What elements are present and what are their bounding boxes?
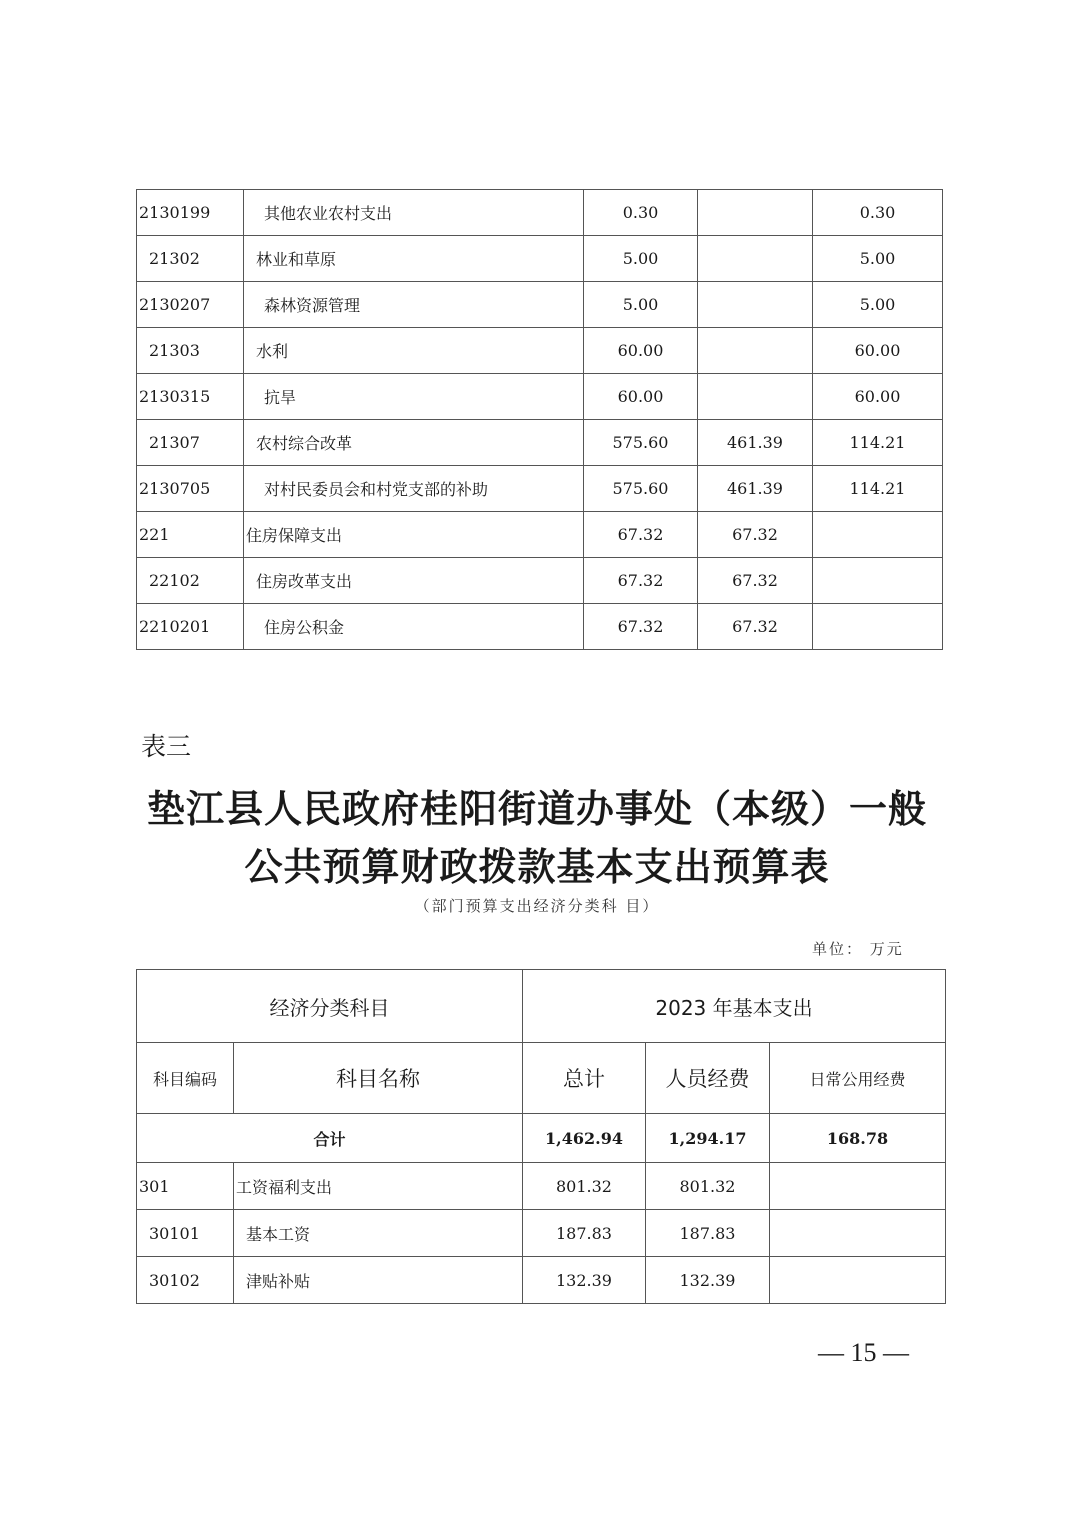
subject-code: 221 [137, 512, 244, 558]
subject-code: 30102 [137, 1257, 234, 1304]
total-value: 132.39 [523, 1257, 646, 1304]
subject-code: 301 [137, 1163, 234, 1210]
expenditure-table-continued [136, 189, 943, 650]
subject-code: 2130199 [137, 190, 244, 236]
subject-name: 住房改革支出 [244, 558, 584, 604]
total-value: 1,462.94 [523, 1114, 646, 1163]
project-value: 0.30 [813, 190, 943, 236]
personnel-value: 801.32 [646, 1163, 770, 1210]
table-row [137, 1210, 946, 1257]
total-value: 67.32 [584, 558, 698, 604]
basic-value [698, 190, 813, 236]
project-value [813, 558, 943, 604]
subject-name: 住房保障支出 [244, 512, 584, 558]
project-value: 60.00 [813, 374, 943, 420]
total-value: 60.00 [584, 374, 698, 420]
header-public-expenses: 日常公用经费 [770, 1043, 946, 1114]
subject-name: 水利 [244, 328, 584, 374]
personnel-value: 187.83 [646, 1210, 770, 1257]
subject-name: 对村民委员会和村党支部的补助 [244, 466, 584, 512]
subject-name: 森林资源管理 [244, 282, 584, 328]
total-value: 575.60 [584, 420, 698, 466]
total-value: 575.60 [584, 466, 698, 512]
basic-value [698, 328, 813, 374]
table-row [137, 604, 943, 650]
table-row [137, 374, 943, 420]
unit-note: 单位： 万元 [812, 940, 904, 958]
project-value: 60.00 [813, 328, 943, 374]
total-personnel-value: 1,294.17 [646, 1114, 770, 1163]
header-row-group [137, 970, 946, 1043]
header-subject-name: 科目名称 [234, 1043, 523, 1114]
total-value: 5.00 [584, 236, 698, 282]
basic-value: 67.32 [698, 604, 813, 650]
table-row [137, 1163, 946, 1210]
table-row [137, 466, 943, 512]
header-personnel-expenses: 人员经费 [646, 1043, 770, 1114]
basic-value: 67.32 [698, 512, 813, 558]
header-total: 总计 [523, 1043, 646, 1114]
subject-code: 30101 [137, 1210, 234, 1257]
project-value: 5.00 [813, 282, 943, 328]
table-row [137, 420, 943, 466]
subject-name: 农村综合改革 [244, 420, 584, 466]
project-value: 5.00 [813, 236, 943, 282]
table-row [137, 282, 943, 328]
table-row [137, 236, 943, 282]
project-value: 114.21 [813, 466, 943, 512]
public-value [770, 1257, 946, 1304]
total-value: 801.32 [523, 1163, 646, 1210]
subject-code: 21303 [137, 328, 244, 374]
header-economic-classification: 经济分类科目 [137, 970, 523, 1043]
document-subtitle: （部门预算支出经济分类科 目） [414, 897, 660, 915]
subject-name: 津贴补贴 [234, 1257, 523, 1304]
total-value: 60.00 [584, 328, 698, 374]
subject-name: 工资福利支出 [234, 1163, 523, 1210]
table-row [137, 558, 943, 604]
subject-code: 22102 [137, 558, 244, 604]
total-value: 0.30 [584, 190, 698, 236]
personnel-value: 132.39 [646, 1257, 770, 1304]
total-value: 67.32 [584, 604, 698, 650]
basic-value: 461.39 [698, 466, 813, 512]
subject-code: 21307 [137, 420, 244, 466]
total-value: 67.32 [584, 512, 698, 558]
project-value [813, 512, 943, 558]
subject-name: 抗旱 [244, 374, 584, 420]
document-title-line2: 公共预算财政拨款基本支出预算表 [244, 844, 830, 889]
basic-expenditure-table [136, 969, 946, 1304]
table-label: 表三 [141, 732, 192, 761]
header-row-columns [137, 1043, 946, 1114]
public-value [770, 1163, 946, 1210]
public-value [770, 1210, 946, 1257]
header-year-basic-expenditure: 2023 年基本支出 [523, 970, 946, 1043]
basic-value [698, 236, 813, 282]
basic-value: 67.32 [698, 558, 813, 604]
subject-code: 2130315 [137, 374, 244, 420]
project-value [813, 604, 943, 650]
document-title-line1: 垫江县人民政府桂阳街道办事处（本级）一般 [146, 786, 927, 831]
table-row [137, 328, 943, 374]
subject-code: 2210201 [137, 604, 244, 650]
table-row [137, 1257, 946, 1304]
subject-name: 其他农业农村支出 [244, 190, 584, 236]
basic-value [698, 282, 813, 328]
total-value: 5.00 [584, 282, 698, 328]
table-row [137, 512, 943, 558]
header-subject-code: 科目编码 [137, 1043, 234, 1114]
subject-name: 林业和草原 [244, 236, 584, 282]
subject-code: 2130207 [137, 282, 244, 328]
subject-code: 21302 [137, 236, 244, 282]
total-value: 187.83 [523, 1210, 646, 1257]
total-public-value: 168.78 [770, 1114, 946, 1163]
basic-value [698, 374, 813, 420]
page-number: — 15 — [818, 1338, 909, 1367]
project-value: 114.21 [813, 420, 943, 466]
subject-code: 2130705 [137, 466, 244, 512]
basic-value: 461.39 [698, 420, 813, 466]
subject-name: 基本工资 [234, 1210, 523, 1257]
subject-name: 住房公积金 [244, 604, 584, 650]
total-label: 合计 [137, 1114, 523, 1163]
table-row [137, 190, 943, 236]
total-row [137, 1114, 946, 1163]
